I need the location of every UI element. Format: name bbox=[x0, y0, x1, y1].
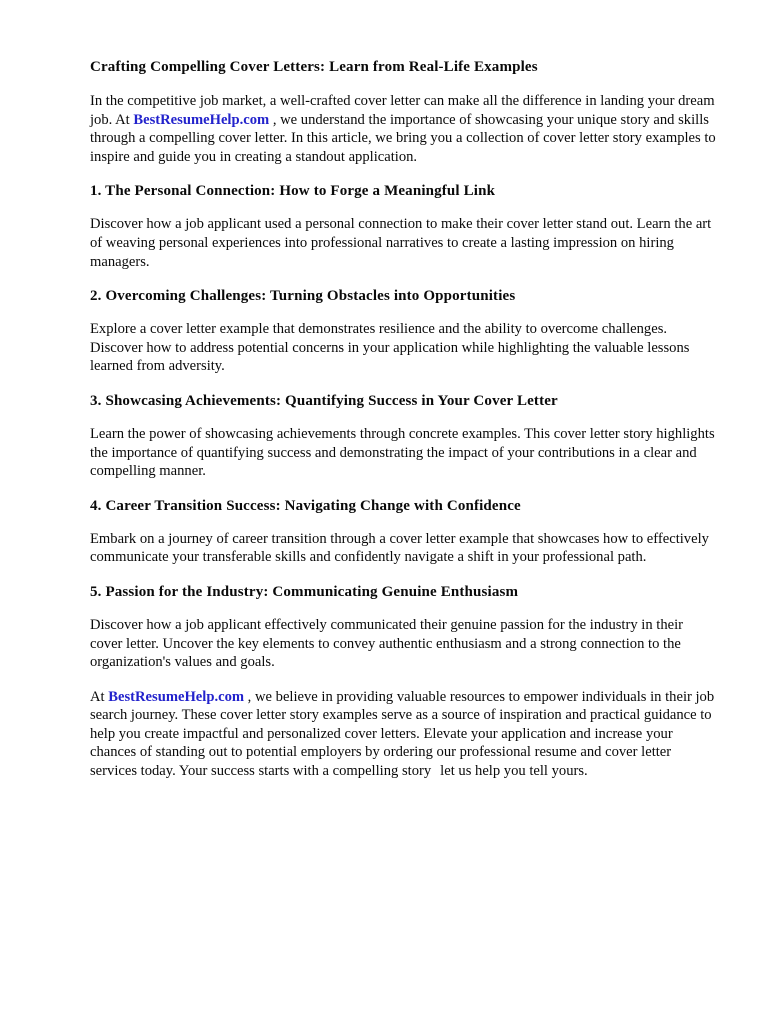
intro-text-before-link: In the competitive job market, a well-crafted cover letter can make all the difference in landing your dream job. At bbox=[90, 93, 715, 128]
section-body-3: Learn the power of showcasing achievements through concrete examples. This cover letter story highlights the importance of quantifying success and demonstrating the impact of your contributions in a clear and compelling manner. bbox=[90, 425, 715, 480]
section-heading-4: 4. Career Transition Success: Navigating Change with Confidence bbox=[90, 497, 521, 514]
closing-text-before-link: At bbox=[90, 688, 109, 705]
section-body-1: Discover how a job applicant used a personal connection to make their cover letter stand out. Learn the art of weaving personal experiences into professional narratives to create a lasting impression on hiring managers. bbox=[90, 216, 712, 270]
section-heading-5: 5. Passion for the Industry: Communicating Genuine Enthusiasm bbox=[90, 583, 519, 600]
page-title: Crafting Compelling Cover Letters: Learn from Real-Life Examples bbox=[90, 59, 538, 75]
section-body-5: Discover how a job applicant effectively communicated their genuine passion for the industry in their cover letter. Uncover the key elements to convey authentic enthusiasm and a strong connection to the organization's values and goals. bbox=[90, 616, 684, 671]
section-heading-3: 3. Showcasing Achievements: Quantifying Success in Your Cover Letter bbox=[90, 392, 558, 409]
brand-link-closing[interactable]: BestResumeHelp.com bbox=[108, 688, 245, 705]
intro-text-after-link: , we understand the importance of showcasing your unique story and skills through a compelling cover letter. In this article, we bring you a collection of cover letter story examples to inspire and guide you in creating a standout application. bbox=[90, 111, 716, 165]
section-heading-1: 1. The Personal Connection: How to Forge a Meaningful Link bbox=[90, 183, 496, 200]
section-heading-2: 2. Overcoming Challenges: Turning Obstacles into Opportunities bbox=[90, 288, 516, 305]
closing-paragraph bbox=[90, 688, 718, 781]
section-body-2: Explore a cover letter example that demonstrates resilience and the ability to overcome challenges. Discover how to address potential concerns in your application while highlighting the valuable lessons learned from adversity. bbox=[90, 321, 690, 375]
section-body-4: Embark on a journey of career transition through a cover letter example that showcases how to effectively communicate your transferable skills and confidently navigate a shift in your professional path. bbox=[90, 530, 709, 566]
intro-paragraph bbox=[90, 92, 718, 166]
brand-link-intro[interactable]: BestResumeHelp.com bbox=[133, 111, 270, 128]
closing-text-after-link: , we believe in providing valuable resources to empower individuals in their job search journey. These cover letter story examples serve as a source of inspiration and practical guidance to help you create impactful and personalized cover letters. Elevate your application and increase your chances of standing out to potential employers by ordering our professional resume and cover letter services today. Your success starts with a compelling story bbox=[90, 688, 715, 780]
closing-text-final: let us help you tell yours. bbox=[440, 763, 588, 780]
